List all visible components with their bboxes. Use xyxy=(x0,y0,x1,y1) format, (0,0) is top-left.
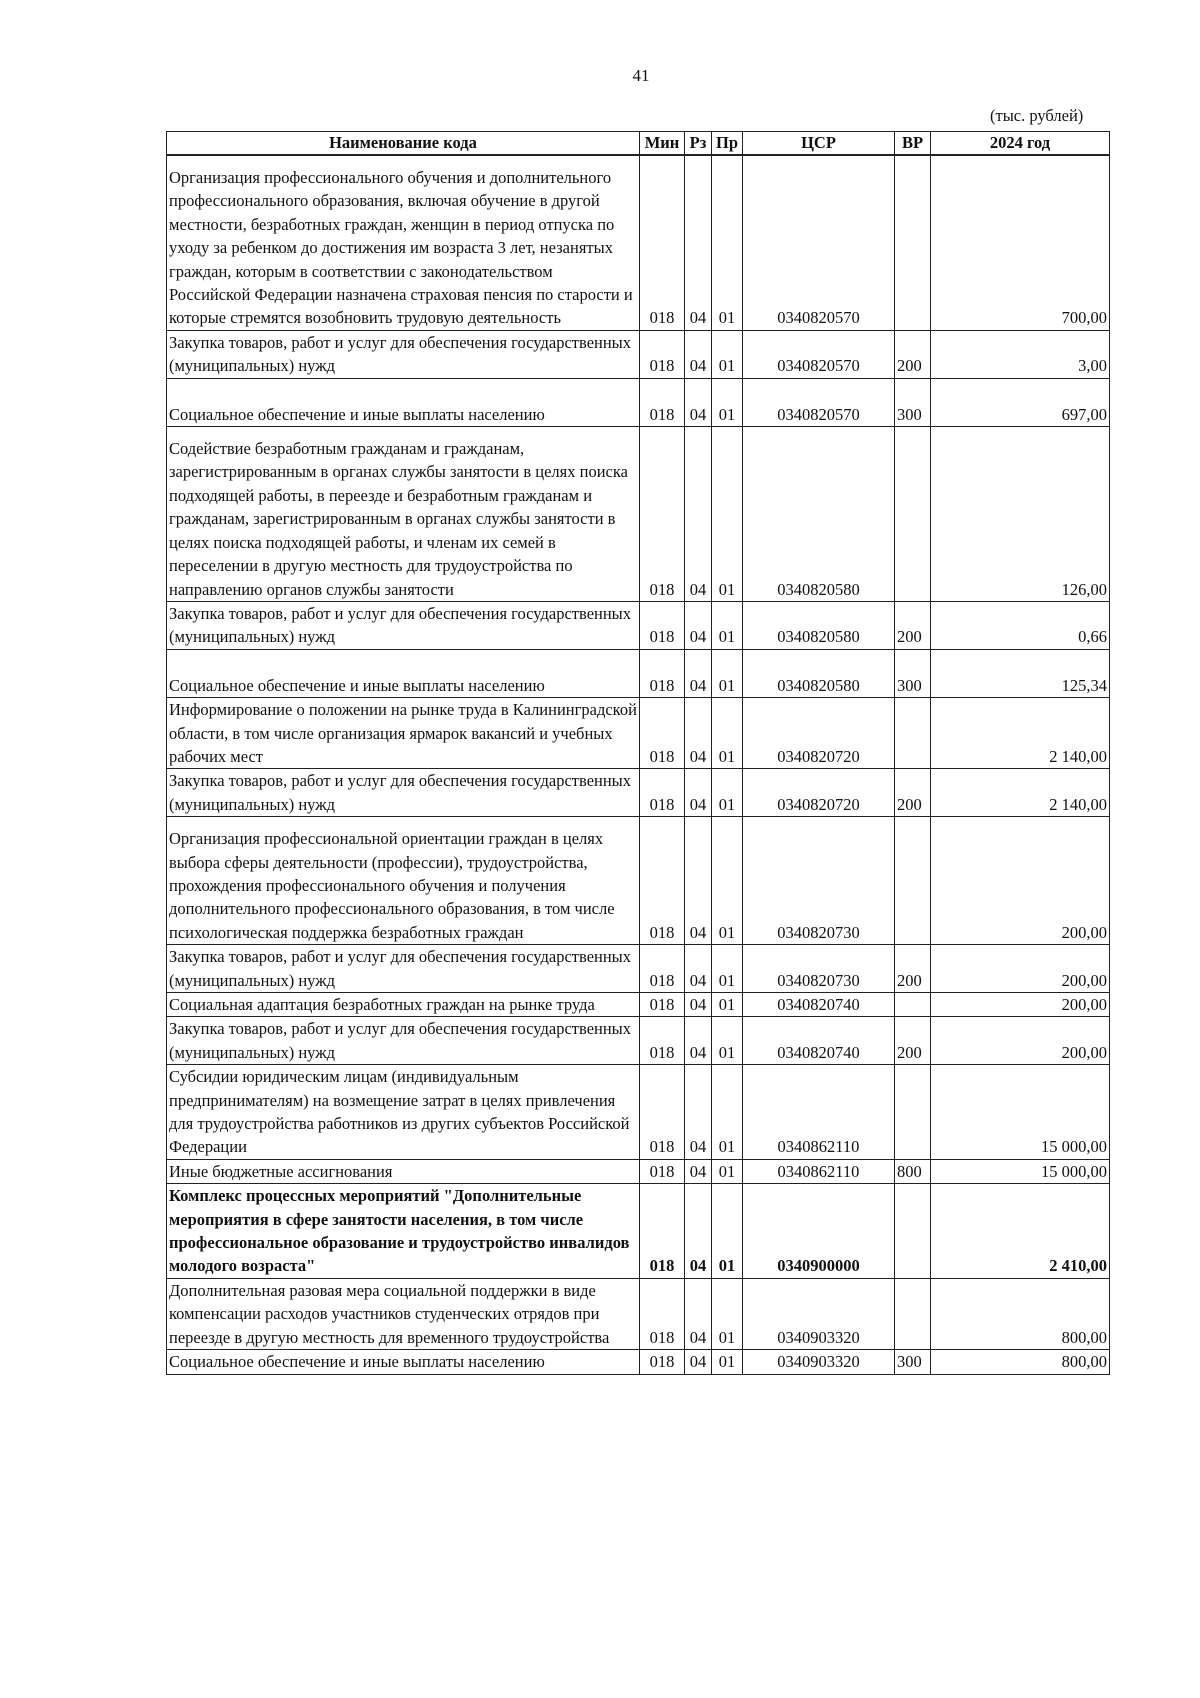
row-name: Субсидии юридическим лицам (индивидуальным предпринимателям) на возмещение затрат в целях привлечения для трудоустройства работников из других субъектов Российской Федерации xyxy=(167,1065,640,1160)
table-row xyxy=(167,698,1110,769)
row-pr: 01 xyxy=(712,1278,743,1349)
table-row xyxy=(167,769,1110,817)
row-amount: 15 000,00 xyxy=(931,1159,1110,1183)
row-amount: 800,00 xyxy=(931,1350,1110,1374)
row-min: 018 xyxy=(640,378,685,426)
table-row xyxy=(167,330,1110,378)
row-amount: 15 000,00 xyxy=(931,1065,1110,1160)
row-name: Закупка товаров, работ и услуг для обеспечения государственных (муниципальных) нужд xyxy=(167,601,640,649)
row-name: Социальное обеспечение и иные выплаты населению xyxy=(167,1350,640,1374)
page-number: 41 xyxy=(632,66,650,85)
table-row xyxy=(167,993,1110,1017)
row-amount: 2 140,00 xyxy=(931,698,1110,769)
row-min: 018 xyxy=(640,698,685,769)
row-amount: 800,00 xyxy=(931,1278,1110,1349)
row-vr xyxy=(895,698,931,769)
row-rz: 04 xyxy=(685,1017,712,1065)
table-row xyxy=(167,945,1110,993)
row-min: 018 xyxy=(640,649,685,697)
row-min: 018 xyxy=(640,1184,685,1279)
row-min: 018 xyxy=(640,155,685,330)
row-name: Организация профессиональной ориентации граждан в целях выбора сферы деятельности (профессии), трудоустройства, прохождения профессионального обучения и получения дополнительного профессионального образования, в том числе психологическая поддержка безработных граждан xyxy=(167,817,640,945)
row-amount: 697,00 xyxy=(931,378,1110,426)
row-name: Закупка товаров, работ и услуг для обеспечения государственных (муниципальных) нужд xyxy=(167,1017,640,1065)
row-name: Социальное обеспечение и иные выплаты населению xyxy=(167,378,640,426)
row-vr xyxy=(895,817,931,945)
row-pr: 01 xyxy=(712,1065,743,1160)
row-name: Содействие безработным гражданам и гражданам, зарегистрированным в органах службы занятости в целях поиска подходящей работы, в переезде и безработным гражданам и гражданам, зарегистрированным в органах службы занятости в целях поиска подходящей работы, и членам их семей в переселении в другую местность для трудоустройства по направлению органов службы занятости xyxy=(167,427,640,602)
row-min: 018 xyxy=(640,1065,685,1160)
row-vr: 300 xyxy=(895,649,931,697)
row-amount: 200,00 xyxy=(931,817,1110,945)
row-pr: 01 xyxy=(712,601,743,649)
row-vr xyxy=(895,1184,931,1279)
row-pr: 01 xyxy=(712,1017,743,1065)
row-vr xyxy=(895,993,931,1017)
row-name: Комплекс процессных мероприятий "Дополнительные мероприятия в сфере занятости населения, в том числе профессиональное образование и трудоустройство инвалидов молодого возраста" xyxy=(167,1184,640,1279)
row-rz: 04 xyxy=(685,1065,712,1160)
row-vr: 200 xyxy=(895,330,931,378)
row-rz: 04 xyxy=(685,378,712,426)
row-csr: 0340820580 xyxy=(743,601,895,649)
row-pr: 01 xyxy=(712,1350,743,1374)
table-row xyxy=(167,155,1110,330)
row-min: 018 xyxy=(640,945,685,993)
row-rz: 04 xyxy=(685,1350,712,1374)
row-min: 018 xyxy=(640,1017,685,1065)
row-amount: 200,00 xyxy=(931,993,1110,1017)
row-amount: 2 410,00 xyxy=(931,1184,1110,1279)
row-min: 018 xyxy=(640,601,685,649)
row-csr: 0340820580 xyxy=(743,427,895,602)
row-pr: 01 xyxy=(712,649,743,697)
row-min: 018 xyxy=(640,1278,685,1349)
row-name: Иные бюджетные ассигнования xyxy=(167,1159,640,1183)
row-rz: 04 xyxy=(685,993,712,1017)
row-vr: 800 xyxy=(895,1159,931,1183)
table-row xyxy=(167,817,1110,945)
row-csr: 0340820580 xyxy=(743,649,895,697)
row-vr xyxy=(895,1065,931,1160)
row-pr: 01 xyxy=(712,330,743,378)
row-csr: 0340820740 xyxy=(743,1017,895,1065)
row-csr: 0340903320 xyxy=(743,1278,895,1349)
row-name: Информирование о положении на рынке труда в Калининградской области, в том числе организация ярмарок вакансий и учебных рабочих мест xyxy=(167,698,640,769)
row-vr: 300 xyxy=(895,1350,931,1374)
table-row xyxy=(167,1350,1110,1374)
row-min: 018 xyxy=(640,1350,685,1374)
table-row xyxy=(167,1065,1110,1160)
row-min: 018 xyxy=(640,427,685,602)
row-pr: 01 xyxy=(712,1184,743,1279)
row-amount: 125,34 xyxy=(931,649,1110,697)
table-row xyxy=(167,378,1110,426)
row-vr xyxy=(895,1278,931,1349)
row-pr: 01 xyxy=(712,698,743,769)
row-amount: 200,00 xyxy=(931,945,1110,993)
table-row xyxy=(167,601,1110,649)
units-label: (тыс. рублей) xyxy=(990,106,1084,125)
row-amount: 200,00 xyxy=(931,1017,1110,1065)
row-vr xyxy=(895,427,931,602)
header-pr: Пр xyxy=(712,132,743,156)
table-row-section xyxy=(167,1184,1110,1279)
row-csr: 0340862110 xyxy=(743,1065,895,1160)
row-rz: 04 xyxy=(685,817,712,945)
header-csr: ЦСР xyxy=(743,132,895,156)
header-year: 2024 год xyxy=(931,132,1110,156)
row-vr xyxy=(895,155,931,330)
row-rz: 04 xyxy=(685,649,712,697)
budget-table xyxy=(166,131,1110,1375)
row-min: 018 xyxy=(640,769,685,817)
row-csr: 0340900000 xyxy=(743,1184,895,1279)
row-csr: 0340903320 xyxy=(743,1350,895,1374)
table-row xyxy=(167,1159,1110,1183)
row-csr: 0340820720 xyxy=(743,769,895,817)
row-amount: 2 140,00 xyxy=(931,769,1110,817)
row-csr: 0340820570 xyxy=(743,330,895,378)
row-amount: 126,00 xyxy=(931,427,1110,602)
row-rz: 04 xyxy=(685,601,712,649)
row-min: 018 xyxy=(640,330,685,378)
row-name: Социальное обеспечение и иные выплаты населению xyxy=(167,649,640,697)
row-pr: 01 xyxy=(712,993,743,1017)
row-rz: 04 xyxy=(685,1278,712,1349)
row-name: Закупка товаров, работ и услуг для обеспечения государственных (муниципальных) нужд xyxy=(167,330,640,378)
header-min: Мин xyxy=(640,132,685,156)
header-vr: ВР xyxy=(895,132,931,156)
row-rz: 04 xyxy=(685,427,712,602)
row-rz: 04 xyxy=(685,1184,712,1279)
header-rz: Рз xyxy=(685,132,712,156)
row-name: Закупка товаров, работ и услуг для обеспечения государственных (муниципальных) нужд xyxy=(167,769,640,817)
table-row xyxy=(167,1278,1110,1349)
row-csr: 0340862110 xyxy=(743,1159,895,1183)
row-name: Закупка товаров, работ и услуг для обеспечения государственных (муниципальных) нужд xyxy=(167,945,640,993)
table-row xyxy=(167,1017,1110,1065)
header-name: Наименование кода xyxy=(167,132,640,156)
row-csr: 0340820720 xyxy=(743,698,895,769)
row-rz: 04 xyxy=(685,698,712,769)
row-pr: 01 xyxy=(712,427,743,602)
row-name: Дополнительная разовая мера социальной поддержки в виде компенсации расходов участников студенческих отрядов при переезде в другую местность для временного трудоустройства xyxy=(167,1278,640,1349)
row-rz: 04 xyxy=(685,769,712,817)
row-pr: 01 xyxy=(712,945,743,993)
row-vr: 200 xyxy=(895,769,931,817)
row-rz: 04 xyxy=(685,155,712,330)
row-min: 018 xyxy=(640,1159,685,1183)
table-header-row xyxy=(167,132,1110,156)
row-pr: 01 xyxy=(712,378,743,426)
row-name: Организация профессионального обучения и дополнительного профессионального образования, включая обучение в другой местности, безработных граждан, женщин в период отпуска по уходу за ребенком до достижения им возраста 3 лет, незанятых граждан, которым в соответствии с законодательством Российской Федерации назначена страховая пенсия по старости и которые стремятся возобновить трудовую деятельность xyxy=(167,155,640,330)
row-rz: 04 xyxy=(685,945,712,993)
table-row xyxy=(167,649,1110,697)
row-name: Социальная адаптация безработных граждан на рынке труда xyxy=(167,993,640,1017)
row-csr: 0340820570 xyxy=(743,155,895,330)
row-csr: 0340820740 xyxy=(743,993,895,1017)
row-csr: 0340820570 xyxy=(743,378,895,426)
row-rz: 04 xyxy=(685,1159,712,1183)
row-amount: 700,00 xyxy=(931,155,1110,330)
row-rz: 04 xyxy=(685,330,712,378)
row-pr: 01 xyxy=(712,1159,743,1183)
row-min: 018 xyxy=(640,993,685,1017)
row-vr: 200 xyxy=(895,601,931,649)
row-pr: 01 xyxy=(712,155,743,330)
row-csr: 0340820730 xyxy=(743,817,895,945)
row-csr: 0340820730 xyxy=(743,945,895,993)
row-amount: 3,00 xyxy=(931,330,1110,378)
row-vr: 300 xyxy=(895,378,931,426)
row-min: 018 xyxy=(640,817,685,945)
table-row xyxy=(167,427,1110,602)
row-pr: 01 xyxy=(712,817,743,945)
row-vr: 200 xyxy=(895,945,931,993)
row-pr: 01 xyxy=(712,769,743,817)
row-amount: 0,66 xyxy=(931,601,1110,649)
row-vr: 200 xyxy=(895,1017,931,1065)
